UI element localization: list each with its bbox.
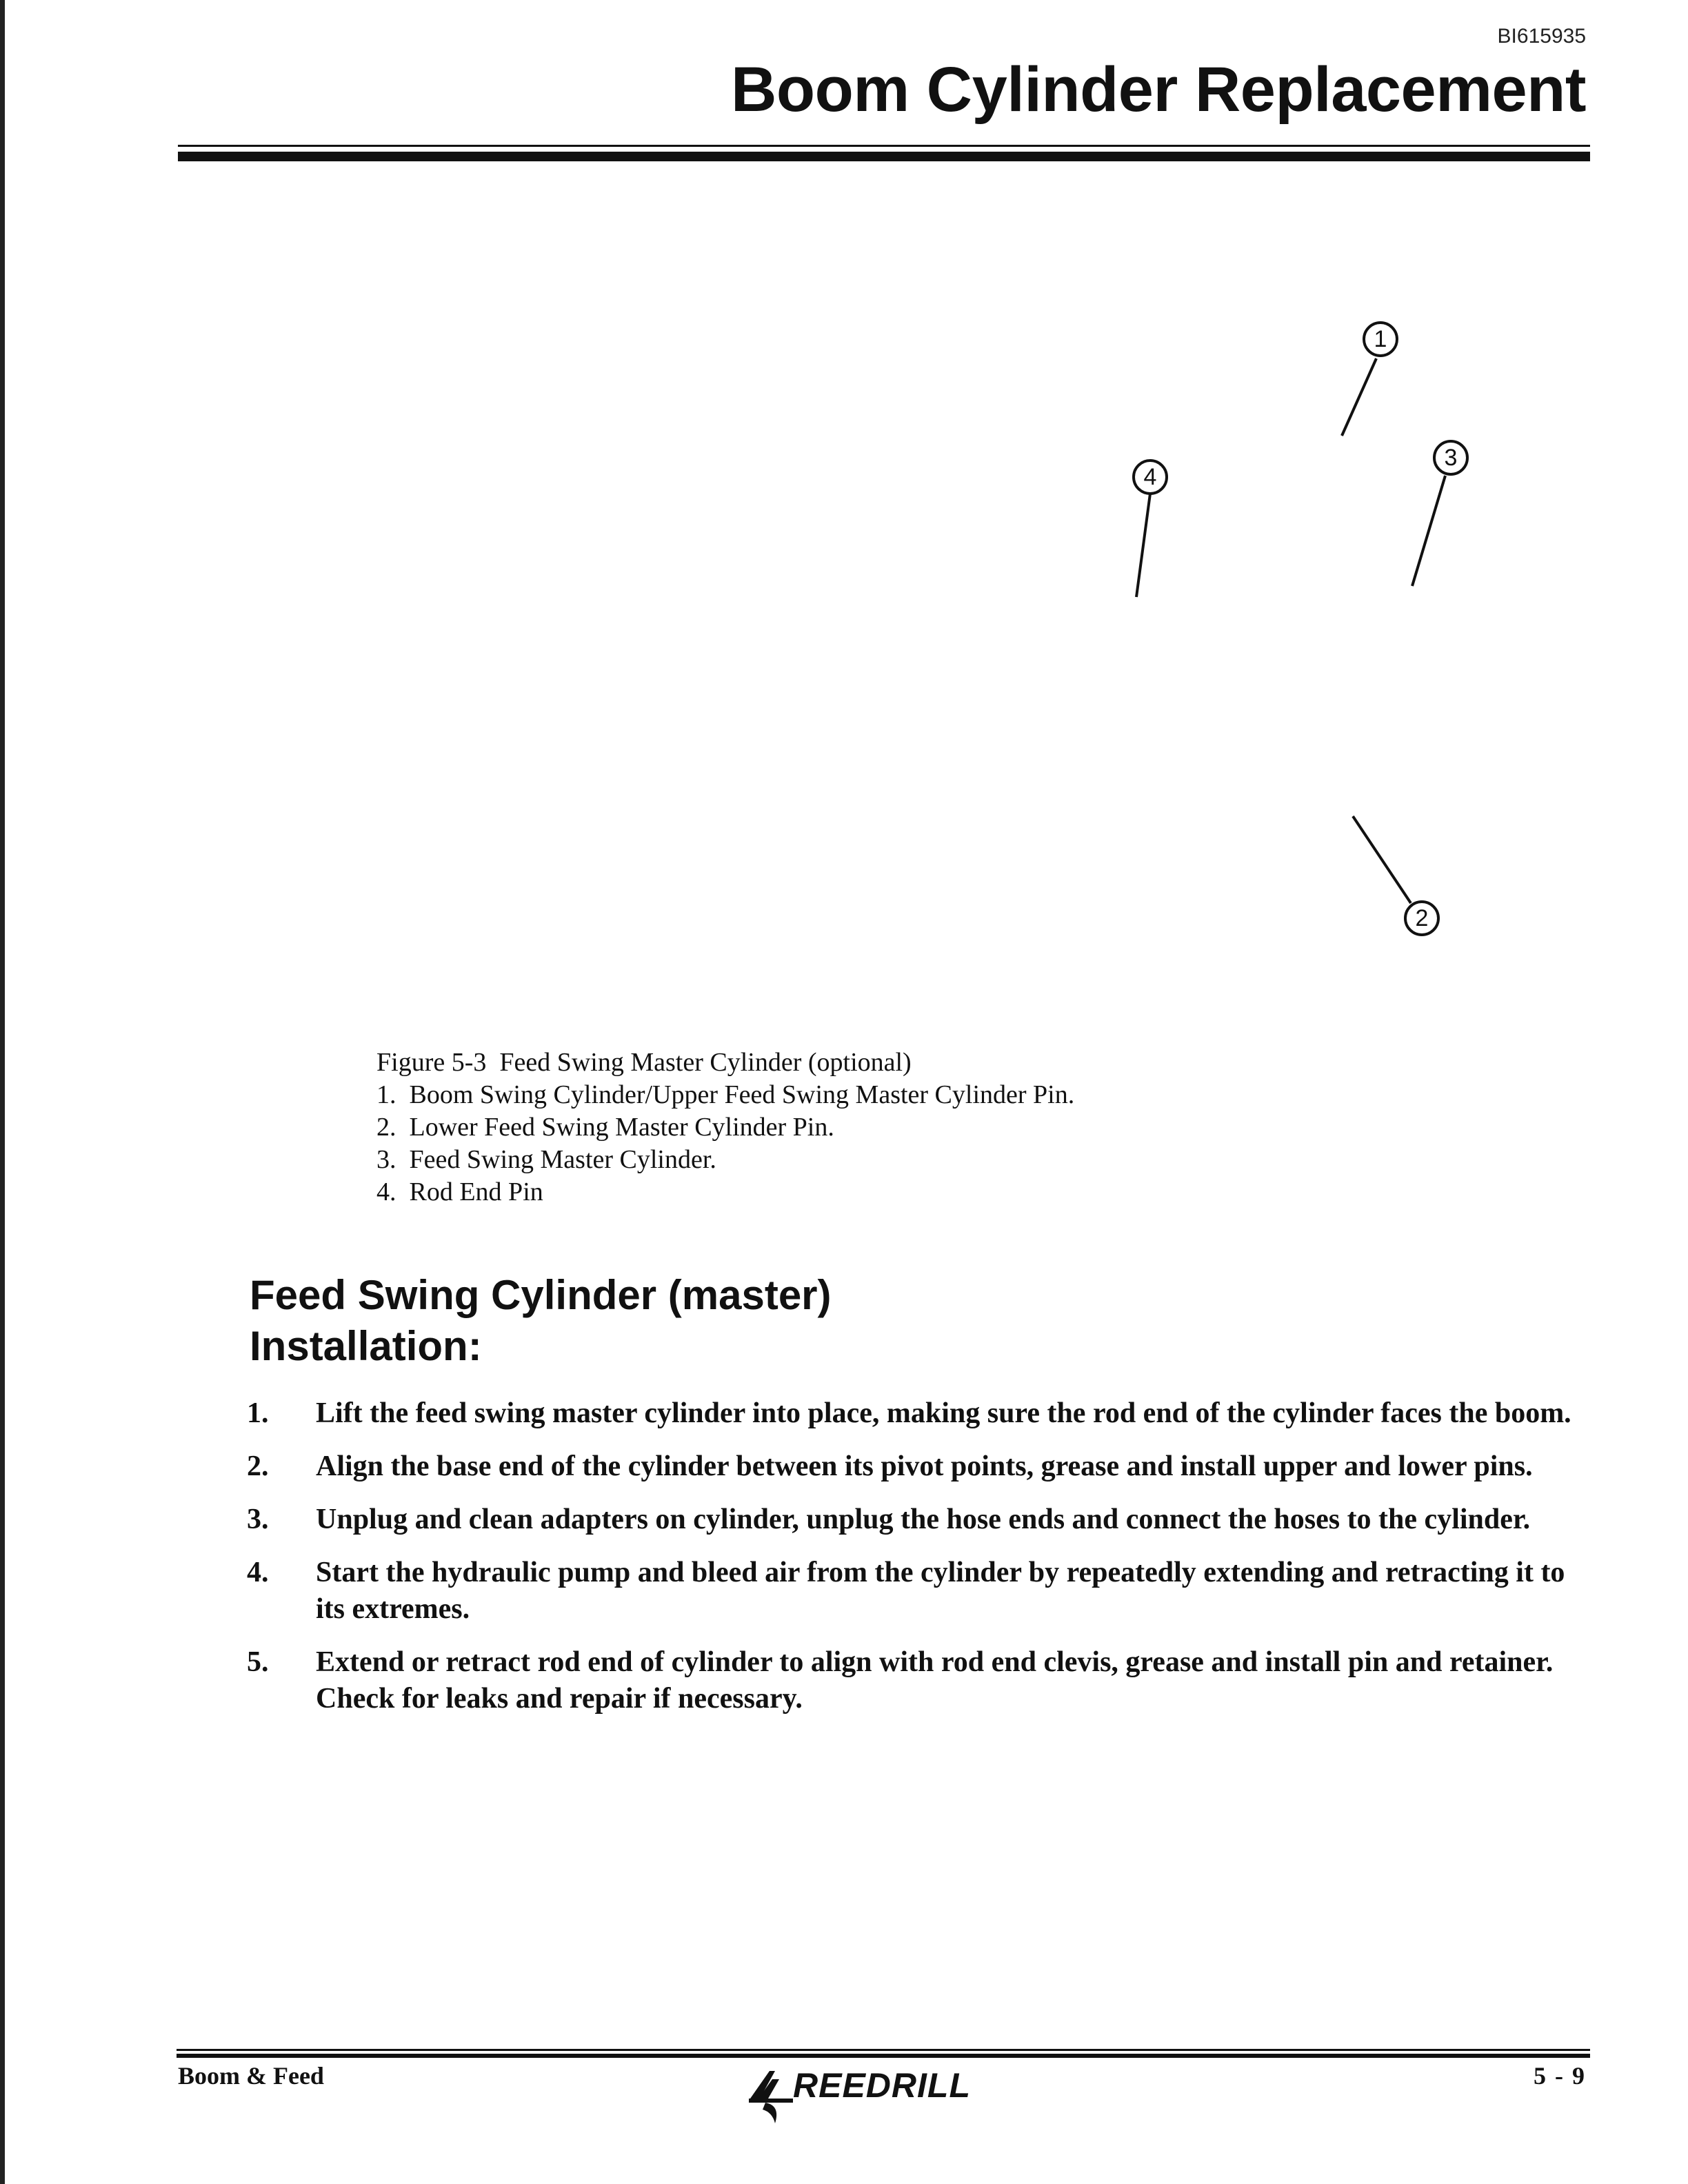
installation-steps [247, 1395, 1591, 1734]
step-item [247, 1502, 1591, 1538]
section-heading-line: Feed Swing Cylinder (master) [250, 1272, 832, 1318]
caption-item: 3. Feed Swing Master Cylinder. [376, 1145, 716, 1174]
step-item [247, 1644, 1591, 1717]
step-item [247, 1555, 1591, 1628]
step-number: 2. [247, 1450, 269, 1482]
step-text: Align the base end of the cylinder between its pivot points, grease and install upper and lower pins. [316, 1450, 1533, 1482]
caption-item: 2. Lower Feed Swing Master Cylinder Pin. [376, 1113, 834, 1142]
step-number: 3. [247, 1504, 269, 1535]
document-id: BI615935 [1497, 25, 1586, 48]
step-number: 1. [247, 1397, 269, 1429]
step-item [247, 1395, 1591, 1432]
callout-number: 1 [1363, 321, 1398, 357]
reedrill-logo [745, 2064, 972, 2126]
step-text: Start the hydraulic pump and bleed air from the cylinder by repeatedly extending and retracting it to its extremes. [316, 1557, 1565, 1625]
footer-section-name: Boom & Feed [178, 2062, 324, 2090]
caption-title: Figure 5-3 Feed Swing Master Cylinder (optional) [376, 1048, 912, 1077]
callout-number: 3 [1433, 440, 1469, 476]
drill-logo-icon [745, 2064, 793, 2126]
step-text: Lift the feed swing master cylinder into place, making sure the rod end of the cylinder faces the boom. [316, 1397, 1571, 1429]
section-heading [250, 1270, 832, 1372]
page-title: Boom Cylinder Replacement [730, 54, 1586, 125]
figure-caption [376, 1046, 1074, 1209]
step-number: 4. [247, 1557, 269, 1588]
callout-number: 4 [1132, 459, 1168, 495]
step-item [247, 1448, 1591, 1485]
step-number: 5. [247, 1646, 269, 1678]
step-text: Extend or retract rod end of cylinder to align with rod end clevis, grease and install pin and retainer. Check for leaks and repair if necessary. [316, 1646, 1554, 1715]
footer-rule [177, 2049, 1590, 2059]
figure-callout-leaders [0, 0, 1688, 1034]
logo-wordmark: REEDRILL [793, 2066, 971, 2105]
callout-number: 2 [1404, 900, 1440, 936]
step-text: Unplug and clean adapters on cylinder, unplug the hose ends and connect the hoses to the cylinder. [316, 1504, 1531, 1535]
page-number: 5 - 9 [1534, 2062, 1586, 2090]
caption-item: 4. Rod End Pin [376, 1177, 543, 1206]
caption-item: 1. Boom Swing Cylinder/Upper Feed Swing Master Cylinder Pin. [376, 1080, 1075, 1109]
section-heading-line: Installation: [250, 1323, 482, 1369]
